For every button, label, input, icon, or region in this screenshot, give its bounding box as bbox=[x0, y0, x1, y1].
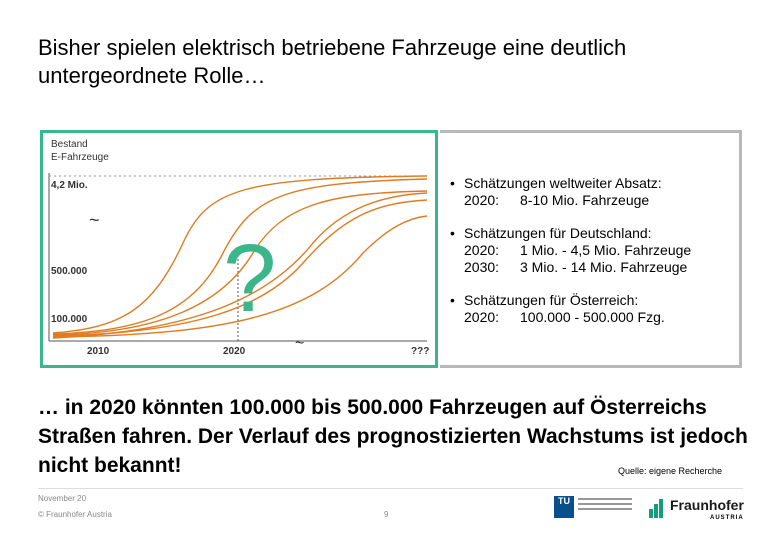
estimate-austria bbox=[450, 292, 739, 326]
estimate-year: 2020: bbox=[464, 192, 500, 208]
fraunhofer-wordmark: Fraunhofer bbox=[670, 497, 744, 513]
tu-logo-mark: TU bbox=[554, 496, 574, 518]
fraunhofer-logo-icon bbox=[648, 497, 666, 519]
growth-graph bbox=[40, 130, 438, 368]
fraunhofer-subtitle: AUSTRIA bbox=[710, 515, 744, 521]
tu-wien-logo bbox=[554, 496, 634, 520]
x-label-end: ??? bbox=[411, 346, 430, 357]
y-axis-break: ~ bbox=[89, 210, 100, 230]
estimate-year: 2020: bbox=[464, 309, 500, 325]
source-note: Quelle: eigene Recherche bbox=[618, 466, 723, 476]
slide-title: Bisher spielen elektrisch betriebene Fahrzeuge eine deutlich untergeordnete Rolle… bbox=[38, 35, 627, 88]
estimate-austria-row bbox=[464, 309, 739, 326]
y-axis-title-2: E-Fahrzeuge bbox=[51, 152, 109, 163]
y-axis-title-1: Bestand bbox=[51, 139, 88, 150]
estimate-value: 1 Mio. - 4,5 Mio. Fahrzeuge bbox=[520, 242, 692, 258]
x-axis-break: ~ bbox=[295, 335, 305, 352]
estimates-panel bbox=[440, 130, 742, 368]
footer-date: November 20 bbox=[38, 494, 87, 503]
footer-divider bbox=[38, 488, 743, 489]
footer-copyright: © Fraunhofer Austria bbox=[38, 510, 112, 519]
estimates-list bbox=[440, 133, 739, 326]
conclusion-text: … in 2020 könnten 100.000 bis 500.000 Fahrzeugen auf Österreichs Straßen fahren. Der Verlauf des prognostizierten Wachstums ist jedoch nicht bekannt! bbox=[38, 396, 748, 477]
estimate-world-head: • Schätzungen weltweiter Absatz: bbox=[464, 175, 662, 191]
estimate-germany-row-2 bbox=[464, 259, 739, 276]
estimate-value: 3 Mio. - 14 Mio. Fahrzeuge bbox=[520, 259, 688, 275]
page-number: 9 bbox=[384, 510, 389, 519]
growth-graph-svg bbox=[43, 133, 435, 365]
estimate-year: 2030: bbox=[464, 259, 500, 275]
estimate-year: 2020: bbox=[464, 242, 500, 258]
tu-logo-text-lines bbox=[578, 498, 632, 513]
question-mark: ? bbox=[223, 225, 277, 332]
estimate-germany-head: • Schätzungen für Deutschland: bbox=[464, 225, 652, 241]
estimate-austria-head: • Schätzungen für Österreich: bbox=[464, 292, 639, 308]
estimate-germany bbox=[450, 225, 739, 276]
x-label-start: 2010 bbox=[87, 346, 110, 357]
y-label-mid: 500.000 bbox=[51, 266, 88, 277]
estimate-germany-row-1 bbox=[464, 242, 739, 259]
y-label-top: 4,2 Mio. bbox=[51, 180, 88, 191]
estimate-value: 100.000 - 500.000 Fzg. bbox=[520, 309, 665, 325]
y-label-low: 100.000 bbox=[51, 314, 88, 325]
x-label-mid: 2020 bbox=[223, 346, 246, 357]
estimate-world bbox=[450, 175, 739, 209]
estimate-world-row bbox=[464, 192, 739, 209]
fraunhofer-logo bbox=[648, 497, 744, 527]
estimate-value: 8-10 Mio. Fahrzeuge bbox=[520, 192, 650, 208]
